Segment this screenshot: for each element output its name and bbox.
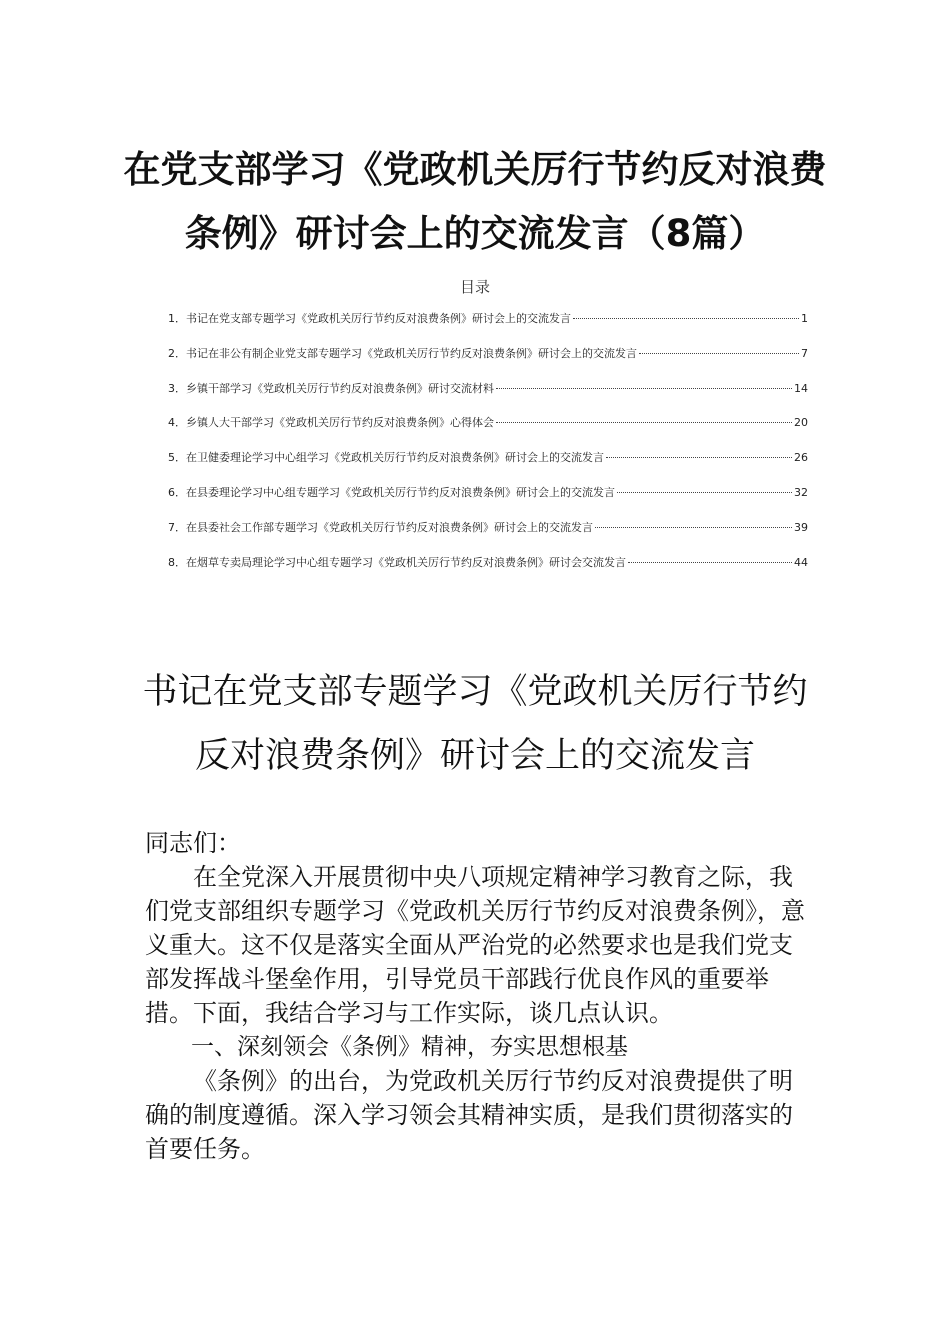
document-main-title: 在党支部学习《党政机关厉行节约反对浪费条例》研讨会上的交流发言（8篇） bbox=[123, 148, 827, 255]
toc-leader-dots bbox=[595, 527, 792, 528]
toc-item-page: 1 bbox=[801, 312, 808, 325]
toc-item-text: 7．在县委社会工作部专题学习《党政机关厉行节约反对浪费条例》研讨会上的交流发言 bbox=[168, 520, 593, 534]
toc-item-page: 7 bbox=[801, 346, 808, 360]
section-heading: 一、深刻领会《条例》精神，夯实思想根基 bbox=[191, 1034, 628, 1060]
toc-item[interactable] bbox=[168, 449, 808, 484]
toc-item[interactable] bbox=[168, 484, 808, 519]
toc-leader-dots bbox=[617, 492, 792, 493]
toc-item-text: 2．书记在非公有制企业党支部专题学习《党政机关厉行节约反对浪费条例》研讨会上的交流发言 bbox=[168, 346, 637, 360]
body-paragraph: 《条例》的出台，为党政机关厉行节约反对浪费提供了明确的制度遵循。深入学习领会其精神实质，是我们贯彻落实的首要任务。 bbox=[145, 1067, 793, 1163]
toc-heading: 目录 bbox=[459, 278, 490, 296]
salutation: 同志们： bbox=[145, 829, 241, 857]
table-of-contents bbox=[168, 310, 808, 588]
article-body bbox=[145, 826, 815, 1166]
toc-leader-dots bbox=[496, 422, 792, 423]
toc-leader-dots bbox=[496, 388, 792, 389]
toc-item[interactable] bbox=[168, 554, 808, 589]
toc-item-text: 1．书记在党支部专题学习《党政机关厉行节约反对浪费条例》研讨会上的交流发言 bbox=[168, 312, 571, 325]
toc-item-text: 4．乡镇人大干部学习《党政机关厉行节约反对浪费条例》心得体会 bbox=[168, 416, 494, 430]
toc-leader-dots bbox=[628, 562, 792, 563]
toc-leader-dots bbox=[639, 353, 799, 354]
toc-item[interactable] bbox=[168, 310, 808, 345]
toc-item-page: 44 bbox=[794, 555, 808, 569]
article-title: 书记在党支部专题学习《党政机关厉行节约反对浪费条例》研讨会上的交流发言 bbox=[142, 672, 808, 776]
toc-item[interactable] bbox=[168, 519, 808, 554]
toc-item-text: 6．在县委理论学习中心组专题学习《党政机关厉行节约反对浪费条例》研讨会上的交流发言 bbox=[168, 485, 615, 499]
toc-item-page: 32 bbox=[794, 485, 808, 499]
toc-leader-dots bbox=[573, 318, 799, 319]
toc-item-page: 26 bbox=[794, 451, 808, 465]
toc-item-page: 20 bbox=[794, 416, 808, 430]
toc-item[interactable] bbox=[168, 380, 808, 415]
toc-item[interactable] bbox=[168, 345, 808, 380]
toc-item-page: 39 bbox=[794, 520, 808, 534]
toc-leader-dots bbox=[606, 457, 792, 458]
toc-item-text: 5．在卫健委理论学习中心组学习《党政机关厉行节约反对浪费条例》研讨会上的交流发言 bbox=[168, 451, 604, 465]
toc-item-page: 14 bbox=[794, 381, 808, 395]
body-paragraph: 在全党深入开展贯彻中央八项规定精神学习教育之际，我们党支部组织专题学习《党政机关厉行节约反对浪费条例》，意义重大。这不仅是落实全面从严治党的必然要求也是我们党支部发挥战斗堡垒作用，引导党员干部践行优良作风的重要举措。下面，我结合学习与工作实际，谈几点认识。 bbox=[145, 863, 805, 1027]
toc-item[interactable] bbox=[168, 414, 808, 449]
toc-item-text: 8．在烟草专卖局理论学习中心组专题学习《党政机关厉行节约反对浪费条例》研讨会交流发言 bbox=[168, 555, 626, 569]
toc-item-text: 3．乡镇干部学习《党政机关厉行节约反对浪费条例》研讨交流材料 bbox=[168, 381, 494, 395]
